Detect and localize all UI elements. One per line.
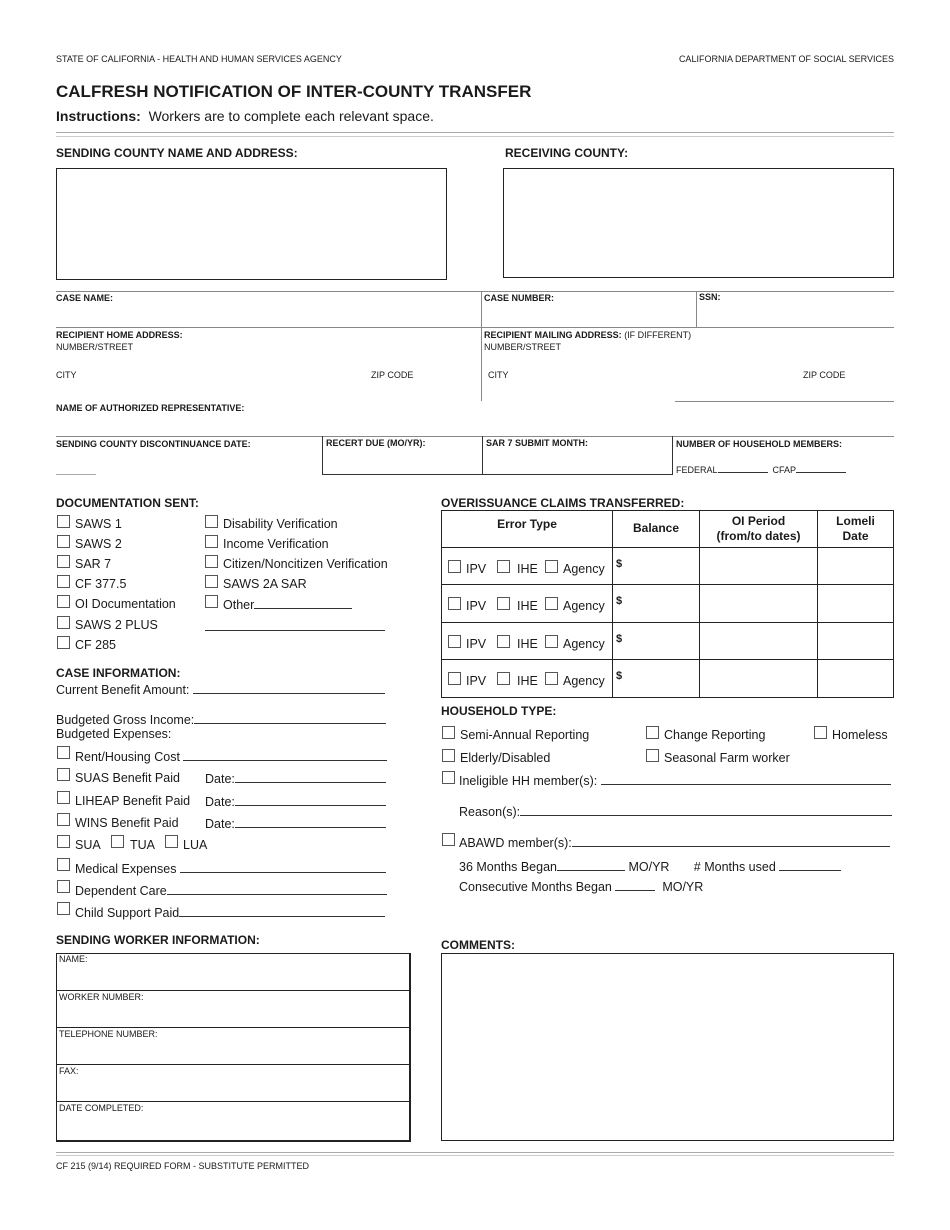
- homeless-label: Homeless: [832, 728, 888, 742]
- child-support-input[interactable]: [179, 905, 385, 917]
- liheap-label: LIHEAP Benefit Paid: [75, 794, 191, 808]
- checkbox[interactable]: [448, 560, 461, 573]
- budgeted-expenses-label: Budgeted Expenses:: [56, 727, 172, 741]
- checkbox[interactable]: [57, 636, 70, 649]
- checkbox[interactable]: [497, 560, 510, 573]
- checkbox[interactable]: [57, 616, 70, 629]
- checkbox[interactable]: [57, 515, 70, 528]
- grid-line: [57, 1027, 409, 1028]
- department-name: CALIFORNIA DEPARTMENT OF SOCIAL SERVICES: [678, 54, 894, 64]
- oi-period-header: [700, 511, 818, 548]
- error-type-header: Error Type: [442, 511, 613, 548]
- grid-line: [57, 1101, 409, 1102]
- lomeli-line2: Date: [842, 528, 869, 543]
- oi-period-cell[interactable]: [700, 585, 818, 623]
- wins-date-label: Date:: [205, 817, 235, 831]
- checkbox[interactable]: [57, 555, 70, 568]
- lomeli-cell[interactable]: [818, 547, 894, 585]
- grid-line: [56, 327, 894, 328]
- checkbox[interactable]: [57, 835, 70, 848]
- doc-sar7: SAR 7: [75, 557, 112, 571]
- checkbox[interactable]: [57, 768, 70, 781]
- worker-name-label: NAME:: [59, 954, 88, 964]
- doc-other-line[interactable]: [205, 630, 385, 631]
- error-type-cell: [442, 622, 613, 660]
- ihe-label: IHE: [517, 561, 538, 576]
- checkbox[interactable]: [646, 749, 659, 762]
- mailing-if-different: (IF DIFFERENT): [624, 330, 692, 340]
- rent-label: Rent/Housing Cost: [75, 750, 180, 764]
- oi-period-cell[interactable]: [700, 547, 818, 585]
- current-benefit: [56, 682, 385, 697]
- cfap-input[interactable]: [796, 461, 846, 473]
- agency-name: STATE OF CALIFORNIA - HEALTH AND HUMAN SERVICES AGENCY: [56, 54, 342, 64]
- checkbox[interactable]: [442, 771, 455, 784]
- balance-cell[interactable]: [613, 547, 700, 585]
- doc-saws2a: SAWS 2A SAR: [223, 577, 307, 591]
- mailing-address-title: RECIPIENT MAILING ADDRESS:: [484, 330, 622, 340]
- checkbox[interactable]: [545, 597, 558, 610]
- liheap-date: [205, 794, 386, 809]
- footer-divider-2: [56, 1155, 894, 1156]
- oi-period-line1: OI Period: [731, 513, 786, 528]
- sar7-label: SAR 7 SUBMIT MONTH:: [486, 438, 588, 448]
- federal-input[interactable]: [718, 461, 768, 473]
- suas-date-input[interactable]: [235, 771, 386, 783]
- medical-label: Medical Expenses: [75, 862, 177, 876]
- lua-label: LUA: [183, 838, 208, 852]
- checkbox[interactable]: [57, 813, 70, 826]
- mo-yr-label: MO/YR: [628, 860, 670, 874]
- footer-divider: [56, 1152, 894, 1153]
- overissuance-table: [441, 510, 894, 698]
- grid-line: [696, 291, 697, 327]
- federal-cfap-fields: [676, 461, 846, 475]
- doc-saws2plus: SAWS 2 PLUS: [75, 618, 158, 632]
- grid-line: [482, 436, 483, 475]
- dependent-row: [75, 883, 387, 898]
- table-row: [442, 660, 894, 698]
- months-began-label: 36 Months Began: [459, 860, 557, 874]
- checkbox[interactable]: [165, 835, 178, 848]
- checkbox[interactable]: [448, 597, 461, 610]
- fax-label: FAX:: [59, 1066, 79, 1076]
- oi-period-cell[interactable]: [700, 622, 818, 660]
- instructions-label: Instructions:: [56, 108, 141, 124]
- abawd-input[interactable]: [572, 835, 890, 847]
- grid-line: [57, 1064, 409, 1065]
- lomeli-cell[interactable]: [818, 622, 894, 660]
- checkbox[interactable]: [448, 672, 461, 685]
- doc-cf285: CF 285: [75, 638, 116, 652]
- grid-line: [672, 436, 673, 475]
- mailing-zip-label: ZIP CODE: [803, 370, 846, 380]
- telephone-label: TELEPHONE NUMBER:: [59, 1029, 158, 1039]
- wins-label: WINS Benefit Paid: [75, 816, 179, 830]
- child-support-row: [75, 905, 385, 920]
- federal-label: FEDERAL: [676, 465, 718, 475]
- rent-input[interactable]: [183, 749, 387, 761]
- agency-label: Agency: [563, 599, 605, 614]
- suas-label: SUAS Benefit Paid: [75, 771, 180, 785]
- balance-header: Balance: [613, 511, 700, 548]
- child-support-label: Child Support Paid: [75, 906, 180, 920]
- checkbox[interactable]: [205, 595, 218, 608]
- elderly-label: Elderly/Disabled: [460, 751, 551, 765]
- balance-cell[interactable]: [613, 622, 700, 660]
- error-type-cell: [442, 585, 613, 623]
- comments-box[interactable]: [441, 953, 894, 1141]
- grid-line: [56, 291, 894, 292]
- lomeli-cell[interactable]: [818, 660, 894, 698]
- ihe-label: IHE: [517, 599, 538, 614]
- liheap-date-input[interactable]: [235, 794, 386, 806]
- checkbox[interactable]: [57, 902, 70, 915]
- abawd-row: [459, 835, 890, 850]
- grid-line: [675, 401, 894, 402]
- tua-label: TUA: [130, 838, 155, 852]
- current-benefit-label: Current Benefit Amount:: [56, 683, 190, 697]
- mailing-number-street: NUMBER/STREET: [484, 342, 562, 352]
- header-divider: [56, 132, 894, 133]
- mailing-address-label: [484, 330, 691, 340]
- doc-citizen: Citizen/Noncitizen Verification: [223, 557, 388, 571]
- liheap-date-label: Date:: [205, 795, 235, 809]
- home-number-street: NUMBER/STREET: [56, 342, 134, 352]
- ipv-label: IPV: [466, 674, 487, 689]
- consecutive-mo-yr: MO/YR: [662, 880, 704, 894]
- wins-date: [205, 816, 386, 831]
- checkbox[interactable]: [442, 749, 455, 762]
- doc-other-input[interactable]: [254, 597, 352, 609]
- error-type-cell: [442, 547, 613, 585]
- current-benefit-input[interactable]: [193, 682, 385, 694]
- sending-county-box[interactable]: [56, 168, 447, 280]
- medical-row: [75, 861, 386, 876]
- oi-period-cell[interactable]: [700, 660, 818, 698]
- doc-income: Income Verification: [223, 537, 329, 551]
- doc-other-label: Other: [223, 598, 255, 612]
- worker-box: [56, 953, 411, 1142]
- worker-title: SENDING WORKER INFORMATION:: [56, 933, 260, 947]
- lomeli-line1: Lomeli: [836, 513, 875, 528]
- checkbox[interactable]: [57, 746, 70, 759]
- reasons-input[interactable]: [520, 804, 892, 816]
- months-used-label: # Months used: [693, 860, 776, 874]
- date-completed-label: DATE COMPLETED:: [59, 1103, 144, 1113]
- dependent-label: Dependent Care: [75, 884, 167, 898]
- dollar-sign: $: [616, 632, 623, 645]
- budgeted-gross-input[interactable]: [194, 712, 386, 724]
- budgeted-gross-label: Budgeted Gross Income:: [56, 713, 195, 727]
- checkbox[interactable]: [814, 726, 827, 739]
- checkbox[interactable]: [111, 835, 124, 848]
- overissuance-title: OVERISSUANCE CLAIMS TRANSFERRED:: [441, 496, 685, 510]
- budgeted-gross: [56, 712, 386, 727]
- semi-annual-label: Semi-Annual Reporting: [460, 728, 590, 742]
- doc-oi: OI Documentation: [75, 597, 176, 611]
- checkbox[interactable]: [442, 833, 455, 846]
- grid-line: [57, 990, 409, 991]
- agency-label: Agency: [563, 674, 605, 689]
- header-divider-2: [56, 136, 894, 137]
- reasons-label: Reason(s):: [459, 805, 521, 819]
- table-row: [442, 547, 894, 585]
- table-row: [442, 622, 894, 660]
- consecutive-row: [459, 879, 703, 894]
- months-used-input[interactable]: [779, 859, 841, 871]
- doc-cf3775: CF 377.5: [75, 577, 127, 591]
- lomeli-cell[interactable]: [818, 585, 894, 623]
- receiving-county-label: RECEIVING COUNTY:: [505, 146, 629, 160]
- auth-rep-label: NAME OF AUTHORIZED REPRESENTATIVE:: [56, 403, 245, 413]
- balance-cell[interactable]: [613, 660, 700, 698]
- checkbox[interactable]: [497, 597, 510, 610]
- household-type-title: HOUSEHOLD TYPE:: [441, 704, 557, 718]
- ipv-label: IPV: [466, 561, 487, 576]
- ihe-label: IHE: [517, 636, 538, 651]
- oi-period-line2: (from/to dates): [716, 528, 801, 543]
- recert-label: RECERT DUE (MO/YR):: [326, 438, 426, 448]
- checkbox[interactable]: [448, 635, 461, 648]
- checkbox[interactable]: [497, 672, 510, 685]
- ineligible-row: [459, 773, 891, 788]
- discontinuance-label: SENDING COUNTY DISCONTINUANCE DATE:: [56, 439, 251, 449]
- dependent-input[interactable]: [167, 883, 387, 895]
- abawd-label: ABAWD member(s):: [459, 836, 572, 850]
- instructions-text: Workers are to complete each relevant space.: [148, 108, 434, 124]
- checkbox[interactable]: [646, 726, 659, 739]
- checkbox[interactable]: [57, 575, 70, 588]
- documentation-title: DOCUMENTATION SENT:: [56, 496, 199, 510]
- home-zip-label: ZIP CODE: [371, 370, 414, 380]
- checkbox[interactable]: [57, 880, 70, 893]
- agency-label: Agency: [563, 561, 605, 576]
- error-type-cell: [442, 660, 613, 698]
- months-began-row: [459, 859, 841, 874]
- checkbox[interactable]: [205, 515, 218, 528]
- grid-line: [481, 291, 482, 401]
- ssn-label: SSN:: [699, 292, 721, 302]
- sua-label: SUA: [75, 838, 101, 852]
- dollar-sign: $: [616, 557, 623, 570]
- suas-date-label: Date:: [205, 772, 235, 786]
- checkbox[interactable]: [545, 635, 558, 648]
- checkbox[interactable]: [442, 726, 455, 739]
- dollar-sign: $: [616, 595, 623, 608]
- change-reporting-label: Change Reporting: [664, 728, 766, 742]
- grid-line: [56, 436, 894, 437]
- home-address-label: RECIPIENT HOME ADDRESS:: [56, 330, 183, 340]
- ihe-label: IHE: [517, 674, 538, 689]
- home-city-label: CITY: [56, 370, 77, 380]
- case-number-label: CASE NUMBER:: [484, 293, 555, 303]
- cfap-label: CFAP: [772, 465, 797, 475]
- form-id: CF 215 (9/14) REQUIRED FORM - SUBSTITUTE PERMITTED: [56, 1161, 310, 1171]
- doc-disability: Disability Verification: [223, 517, 338, 531]
- doc-other: [223, 597, 352, 612]
- case-name-label: CASE NAME:: [56, 293, 114, 303]
- seasonal-label: Seasonal Farm worker: [664, 751, 790, 765]
- checkbox[interactable]: [57, 535, 70, 548]
- checkbox[interactable]: [57, 595, 70, 608]
- checkbox[interactable]: [205, 575, 218, 588]
- consecutive-label: Consecutive Months Began: [459, 880, 612, 894]
- checkbox[interactable]: [497, 635, 510, 648]
- lomeli-header: [818, 511, 894, 548]
- doc-saws1: SAWS 1: [75, 517, 122, 531]
- checkbox[interactable]: [205, 555, 218, 568]
- comments-title: COMMENTS:: [441, 938, 515, 952]
- medical-input[interactable]: [180, 861, 386, 873]
- checkbox[interactable]: [57, 791, 70, 804]
- rent-row: [75, 749, 387, 764]
- mailing-city-label: CITY: [488, 370, 509, 380]
- checkbox[interactable]: [545, 672, 558, 685]
- case-info-title: CASE INFORMATION:: [56, 666, 181, 680]
- ineligible-label: Ineligible HH member(s):: [459, 774, 598, 788]
- checkbox[interactable]: [545, 560, 558, 573]
- agency-label: Agency: [563, 636, 605, 651]
- ineligible-input[interactable]: [601, 773, 891, 785]
- balance-cell[interactable]: [613, 585, 700, 623]
- suas-date: [205, 771, 386, 786]
- grid-line: [322, 436, 323, 475]
- ipv-label: IPV: [466, 599, 487, 614]
- grid-line: [322, 474, 672, 475]
- table-row: [442, 585, 894, 623]
- dollar-sign: $: [616, 670, 623, 683]
- form-title: CALFRESH NOTIFICATION OF INTER-COUNTY TRANSFER: [56, 82, 532, 101]
- reasons-row: [459, 804, 892, 819]
- instructions: [56, 108, 434, 124]
- sending-county-label: SENDING COUNTY NAME AND ADDRESS:: [56, 146, 298, 160]
- checkbox[interactable]: [205, 535, 218, 548]
- worker-number-label: WORKER NUMBER:: [59, 992, 144, 1002]
- receiving-county-box[interactable]: [503, 168, 894, 278]
- grid-line: [56, 474, 96, 475]
- doc-saws2: SAWS 2: [75, 537, 122, 551]
- months-began-input[interactable]: [557, 859, 625, 871]
- ipv-label: IPV: [466, 636, 487, 651]
- checkbox[interactable]: [57, 858, 70, 871]
- consecutive-input[interactable]: [615, 879, 655, 891]
- household-members-label: NUMBER OF HOUSEHOLD MEMBERS:: [676, 439, 842, 449]
- wins-date-input[interactable]: [235, 816, 386, 828]
